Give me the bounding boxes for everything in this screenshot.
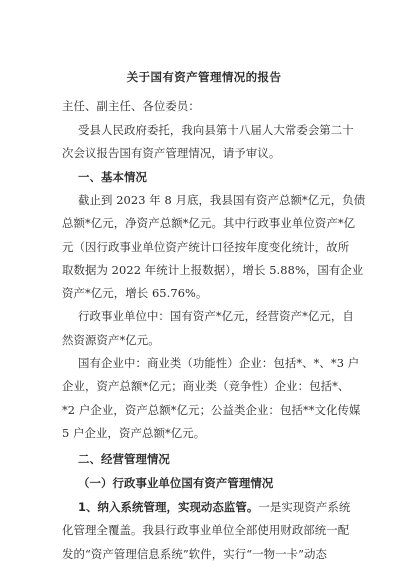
- paragraph-line: 总额*亿元，净资产总额*亿元。其中行政事业单位资产*亿: [62, 216, 356, 230]
- paragraph-line: 然资源资产*亿元。: [62, 333, 160, 347]
- section-heading-management: 二、经营管理情况: [78, 452, 170, 466]
- subsection-heading: （一）行政事业单位国有资产管理情况: [78, 476, 274, 490]
- paragraph-line: 企业，资产总额*亿元；商业类（竞争性）企业：包括*、: [62, 379, 350, 393]
- section-heading-basic: 一、基本情况: [78, 170, 147, 184]
- item-text: 一是实现资产系统: [258, 500, 351, 514]
- paragraph-line: 元（因行政事业单位资产统计口径按年度变化统计，故所: [62, 240, 350, 254]
- salutation: 主任、副主任、各位委员：: [62, 99, 200, 113]
- paragraph-line: 发的“资产管理信息系统”软件，实行“一物一卡”动态: [62, 547, 327, 561]
- intro-line-1: 受县人民政府委托，我向县第十八届人大常委会第二十: [78, 123, 354, 137]
- paragraph-line: 国有企业中：商业类（功能性）企业：包括*、*、*3 户: [78, 356, 360, 370]
- paragraph-line: *2 户企业，资产总额*亿元；公益类企业：包括**文化传媒: [62, 403, 361, 417]
- paragraph-line: 取数据为 2022 年统计上报数据），增长 5.88%，国有企业: [62, 263, 364, 277]
- paragraph-line: 5 户企业，资产总额*亿元。: [62, 426, 206, 440]
- paragraph-line: 行政事业单位中：国有资产*亿元，经营资产*亿元，自: [78, 309, 354, 323]
- intro-line-2: 次会议报告国有资产管理情况，请予审议。: [62, 146, 281, 160]
- paragraph-line: 截止到 2023 年 8 月底，我县国有资产总额*亿元，负债: [78, 193, 366, 207]
- paragraph-line: 化管理全覆盖。我县行政事业单位全部使用财政部统一配: [62, 523, 350, 537]
- item-heading: 1、纳入系统管理，实现动态监管。: [78, 500, 259, 514]
- paragraph-line: [78, 500, 350, 514]
- paragraph-line: 资产*亿元，增长 65.76%。: [62, 286, 208, 300]
- document-title: 关于国有资产管理情况的报告: [126, 70, 282, 84]
